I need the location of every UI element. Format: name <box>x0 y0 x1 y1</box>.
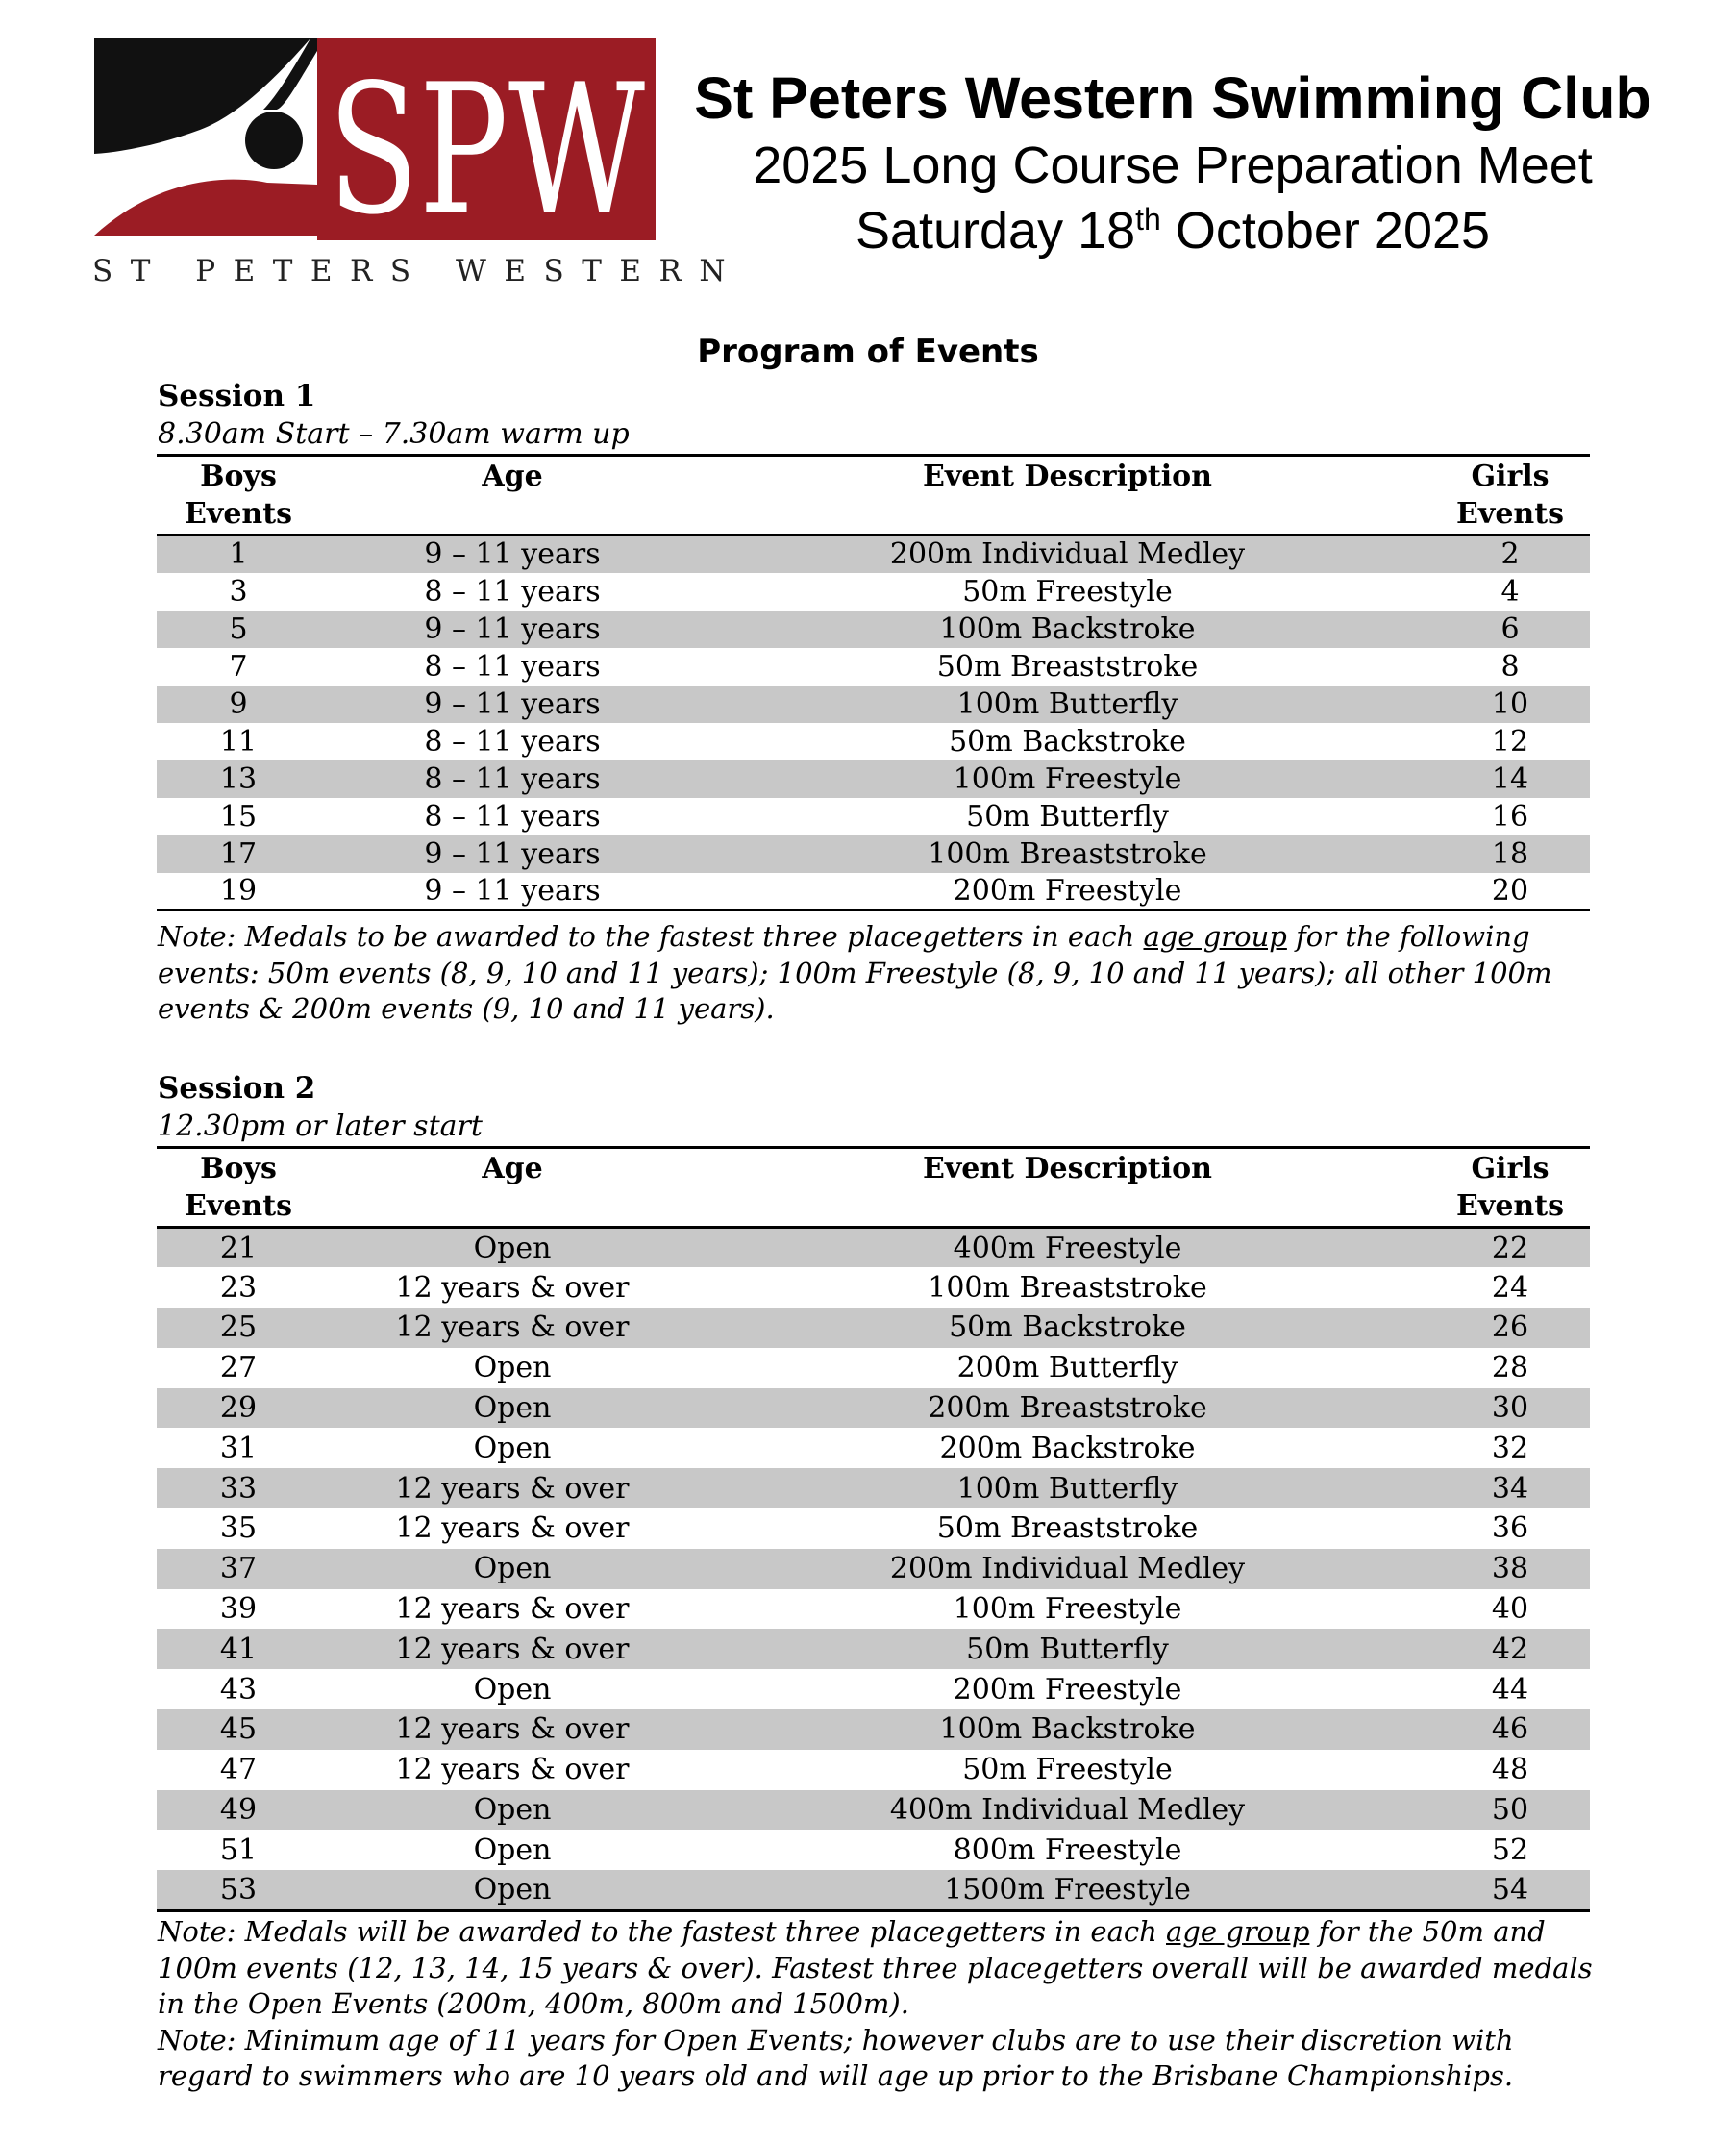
boys-event-number: 29 <box>157 1388 320 1429</box>
table-row <box>157 648 1590 686</box>
age-cell: Open <box>473 1431 552 1465</box>
girls-event-number: 4 <box>1500 574 1520 609</box>
event-description-cell: 400m Individual Medley <box>705 1790 1430 1831</box>
girls-event-number: 54 <box>1430 1870 1590 1910</box>
girls-event-number: 44 <box>1491 1672 1529 1707</box>
event-description-cell: 50m Freestyle <box>962 574 1173 609</box>
event-description-cell: 200m Individual Medley <box>705 1549 1430 1589</box>
age-cell: 12 years & over <box>395 1511 630 1546</box>
event-description-cell: 100m Backstroke <box>705 1709 1430 1750</box>
age-cell: 12 years & over <box>320 1629 705 1669</box>
age-cell: Open <box>320 1870 705 1910</box>
meet-name: 2025 Long Course Preparation Meet <box>753 137 1593 194</box>
boys-events-header: Boys Events <box>185 460 292 531</box>
girls-event-number: 48 <box>1491 1753 1529 1787</box>
boys-event-number: 35 <box>219 1511 258 1546</box>
boys-event-number: 3 <box>229 574 248 609</box>
girls-event-number: 20 <box>1491 873 1529 908</box>
table-row <box>157 1549 1590 1589</box>
event-description-cell: 50m Backstroke <box>949 724 1186 759</box>
table-row <box>157 1830 1590 1870</box>
boys-event-number: 13 <box>157 760 320 798</box>
age-cell: Open <box>320 1549 705 1589</box>
table-header-row <box>157 1148 1590 1228</box>
age-cell: 12 years & over <box>320 1468 705 1508</box>
table-row <box>157 1228 1590 1268</box>
club-name: St Peters Western Swimming Club <box>694 65 1651 131</box>
table-row <box>157 1790 1590 1831</box>
event-description-cell: 100m Backstroke <box>705 611 1430 648</box>
age-cell: 9 – 11 years <box>320 536 705 573</box>
session-2-note-2: Note: Minimum age of 11 years for Open Events; however clubs are to use their discretion with regard to swimmers who are 10 years old and will age up prior to the Brisbane Championships. <box>158 2023 1514 2092</box>
event-description-cell: 50m Butterfly <box>966 799 1169 834</box>
table-row <box>157 760 1590 798</box>
girls-event-number: 22 <box>1430 1228 1590 1268</box>
table-row <box>157 1669 1590 1709</box>
boys-event-number: 15 <box>219 799 258 834</box>
age-cell: 12 years & over <box>320 1308 705 1348</box>
table-row <box>157 1709 1590 1750</box>
meet-date <box>663 198 1682 263</box>
boys-events-header: Boys Events <box>185 1152 292 1223</box>
table-row <box>157 1589 1590 1630</box>
event-description-cell: 50m Breaststroke <box>936 649 1199 684</box>
table-row <box>157 1870 1590 1910</box>
session-1-note: Note: Medals to be awarded to the fastest three placegetters in each age group for the following events: 50m events (8, 9, 10 and 11 years); 100m Freestyle (8, 9, 10 and 11 years); all other 100m events & 200m events (9, 10 and 11 years). <box>158 920 1552 1025</box>
girls-event-number: 10 <box>1430 686 1590 723</box>
logo-caption: ST PETERS WESTERN <box>92 254 743 288</box>
girls-event-number: 46 <box>1430 1709 1590 1750</box>
girls-event-number: 52 <box>1491 1832 1529 1867</box>
event-description-cell: 100m Butterfly <box>705 1468 1430 1508</box>
age-cell: Open <box>473 1672 552 1707</box>
event-description-cell: 100m Freestyle <box>705 760 1430 798</box>
girls-event-number: 14 <box>1430 760 1590 798</box>
girls-event-number: 12 <box>1491 724 1529 759</box>
session-2-subtitle: 12.30pm or later start <box>158 1109 483 1143</box>
boys-event-number: 21 <box>157 1228 320 1268</box>
spw-logo <box>94 38 656 288</box>
age-header: Age <box>482 1152 543 1185</box>
table-row <box>157 1750 1590 1790</box>
boys-event-number: 9 <box>157 686 320 723</box>
event-description-cell: 200m Breaststroke <box>705 1388 1430 1429</box>
age-cell: 8 – 11 years <box>424 799 601 834</box>
session-1-subtitle: 8.30am Start – 7.30am warm up <box>158 417 630 451</box>
boys-event-number: 41 <box>157 1629 320 1669</box>
boys-event-number: 25 <box>157 1308 320 1348</box>
event-description-cell: 200m Freestyle <box>953 1672 1182 1707</box>
meet-date-prefix: Saturday 18 <box>855 202 1136 260</box>
table-row <box>157 873 1590 910</box>
event-description-cell: 400m Freestyle <box>705 1228 1430 1268</box>
logo-red-swoosh <box>94 180 317 236</box>
age-cell: Open <box>473 1351 552 1385</box>
boys-event-number: 17 <box>157 835 320 873</box>
girls-events-header: Girls Events <box>1456 1152 1564 1223</box>
table-row <box>157 573 1590 611</box>
table-row <box>157 1468 1590 1508</box>
table-row <box>157 1508 1590 1549</box>
event-description-cell: 50m Butterfly <box>705 1629 1430 1669</box>
age-cell: 8 – 11 years <box>424 724 601 759</box>
age-cell: 8 – 11 years <box>424 574 601 609</box>
table-header-row <box>157 456 1590 536</box>
girls-event-number: 16 <box>1491 799 1529 834</box>
boys-event-number: 27 <box>219 1351 258 1385</box>
boys-event-number: 33 <box>157 1468 320 1508</box>
age-cell: 12 years & over <box>395 1753 630 1787</box>
girls-event-number: 36 <box>1491 1511 1529 1546</box>
boys-event-number: 45 <box>157 1709 320 1750</box>
table-row <box>157 1428 1590 1468</box>
boys-event-number: 7 <box>229 649 248 684</box>
age-cell: 12 years & over <box>395 1592 630 1627</box>
girls-event-number: 24 <box>1491 1270 1529 1305</box>
table-row <box>157 1348 1590 1388</box>
boys-event-number: 53 <box>157 1870 320 1910</box>
girls-event-number: 2 <box>1430 536 1590 573</box>
event-description-header: Event Description <box>922 1152 1212 1185</box>
event-description-cell: 50m Backstroke <box>705 1308 1430 1348</box>
event-description-cell: 100m Butterfly <box>705 686 1430 723</box>
table-row <box>157 723 1590 760</box>
session-2-note: Note: Medals will be awarded to the fastest three placegetters in each age group for the 50m and 100m events (12, 13, 14, 15 years & over). Fastest three placegetters overall will be awarded medals in the Open Events (200m, 400m, 800m and 1500m). Note: Minimum age of 11 years for Open Events; however clubs are to use their discretion with regard to swimmers who are 10 years old and will age up prior to the Brisbane Championships. <box>158 1915 1593 2092</box>
boys-event-number: 19 <box>219 873 258 908</box>
table-row <box>157 1308 1590 1348</box>
table-row <box>157 835 1590 873</box>
age-cell: 8 – 11 years <box>320 760 705 798</box>
table-row <box>157 686 1590 723</box>
table-row <box>157 1629 1590 1669</box>
event-description-cell: 200m Butterfly <box>956 1351 1178 1385</box>
girls-event-number: 28 <box>1491 1351 1529 1385</box>
age-cell: 9 – 11 years <box>320 686 705 723</box>
program-title: Program of Events <box>697 333 1039 371</box>
event-description-cell: 200m Freestyle <box>953 873 1182 908</box>
event-description-cell: 100m Breaststroke <box>928 1270 1207 1305</box>
age-cell: Open <box>320 1388 705 1429</box>
table-row <box>157 1388 1590 1429</box>
girls-event-number: 50 <box>1430 1790 1590 1831</box>
event-description-cell: 50m Breaststroke <box>936 1511 1199 1546</box>
boys-event-number: 39 <box>219 1592 258 1627</box>
table-row <box>157 1267 1590 1308</box>
boys-event-number: 5 <box>157 611 320 648</box>
age-cell: Open <box>320 1790 705 1831</box>
boys-event-number: 37 <box>157 1549 320 1589</box>
session-2-table <box>157 1146 1590 1912</box>
age-cell: Open <box>320 1228 705 1268</box>
session-1-table <box>157 454 1590 911</box>
meet-header <box>663 63 1682 263</box>
girls-event-number: 34 <box>1430 1468 1590 1508</box>
age-cell: 9 – 11 years <box>424 873 601 908</box>
session-1-title: Session 1 <box>158 379 316 413</box>
event-description-cell: 100m Freestyle <box>953 1592 1182 1627</box>
logo-letters: SPW <box>328 45 645 254</box>
girls-event-number: 38 <box>1430 1549 1590 1589</box>
event-description-cell: 50m Freestyle <box>962 1753 1173 1787</box>
session-2-title: Session 2 <box>158 1071 316 1106</box>
boys-event-number: 31 <box>219 1431 258 1465</box>
girls-event-number: 26 <box>1430 1308 1590 1348</box>
boys-event-number: 11 <box>219 724 258 759</box>
meet-date-suffix: October 2025 <box>1160 202 1491 260</box>
boys-event-number: 43 <box>219 1672 258 1707</box>
girls-event-number: 32 <box>1491 1431 1529 1465</box>
event-description-cell: 200m Individual Medley <box>705 536 1430 573</box>
table-row <box>157 611 1590 648</box>
event-description-header: Event Description <box>922 460 1212 493</box>
boys-event-number: 23 <box>219 1270 258 1305</box>
table-row <box>157 536 1590 573</box>
logo-swimmer-head <box>245 112 303 169</box>
age-cell: 9 – 11 years <box>320 611 705 648</box>
boys-event-number: 51 <box>219 1832 258 1867</box>
girls-event-number: 30 <box>1430 1388 1590 1429</box>
girls-event-number: 42 <box>1430 1629 1590 1669</box>
age-cell: Open <box>473 1832 552 1867</box>
boys-event-number: 49 <box>157 1790 320 1831</box>
boys-event-number: 1 <box>157 536 320 573</box>
age-cell: 12 years & over <box>320 1709 705 1750</box>
age-cell: 8 – 11 years <box>424 649 601 684</box>
girls-event-number: 6 <box>1430 611 1590 648</box>
age-cell: 9 – 11 years <box>320 835 705 873</box>
girls-event-number: 18 <box>1430 835 1590 873</box>
age-cell: 12 years & over <box>395 1270 630 1305</box>
age-header: Age <box>482 460 543 493</box>
event-description-cell: 200m Backstroke <box>939 1431 1196 1465</box>
meet-date-sup: th <box>1135 202 1161 237</box>
event-description-cell: 800m Freestyle <box>953 1832 1182 1867</box>
boys-event-number: 47 <box>219 1753 258 1787</box>
table-row <box>157 798 1590 835</box>
event-description-cell: 100m Breaststroke <box>705 835 1430 873</box>
girls-events-header: Girls Events <box>1456 460 1564 531</box>
girls-event-number: 8 <box>1500 649 1520 684</box>
event-description-cell: 1500m Freestyle <box>705 1870 1430 1910</box>
girls-event-number: 40 <box>1491 1592 1529 1627</box>
